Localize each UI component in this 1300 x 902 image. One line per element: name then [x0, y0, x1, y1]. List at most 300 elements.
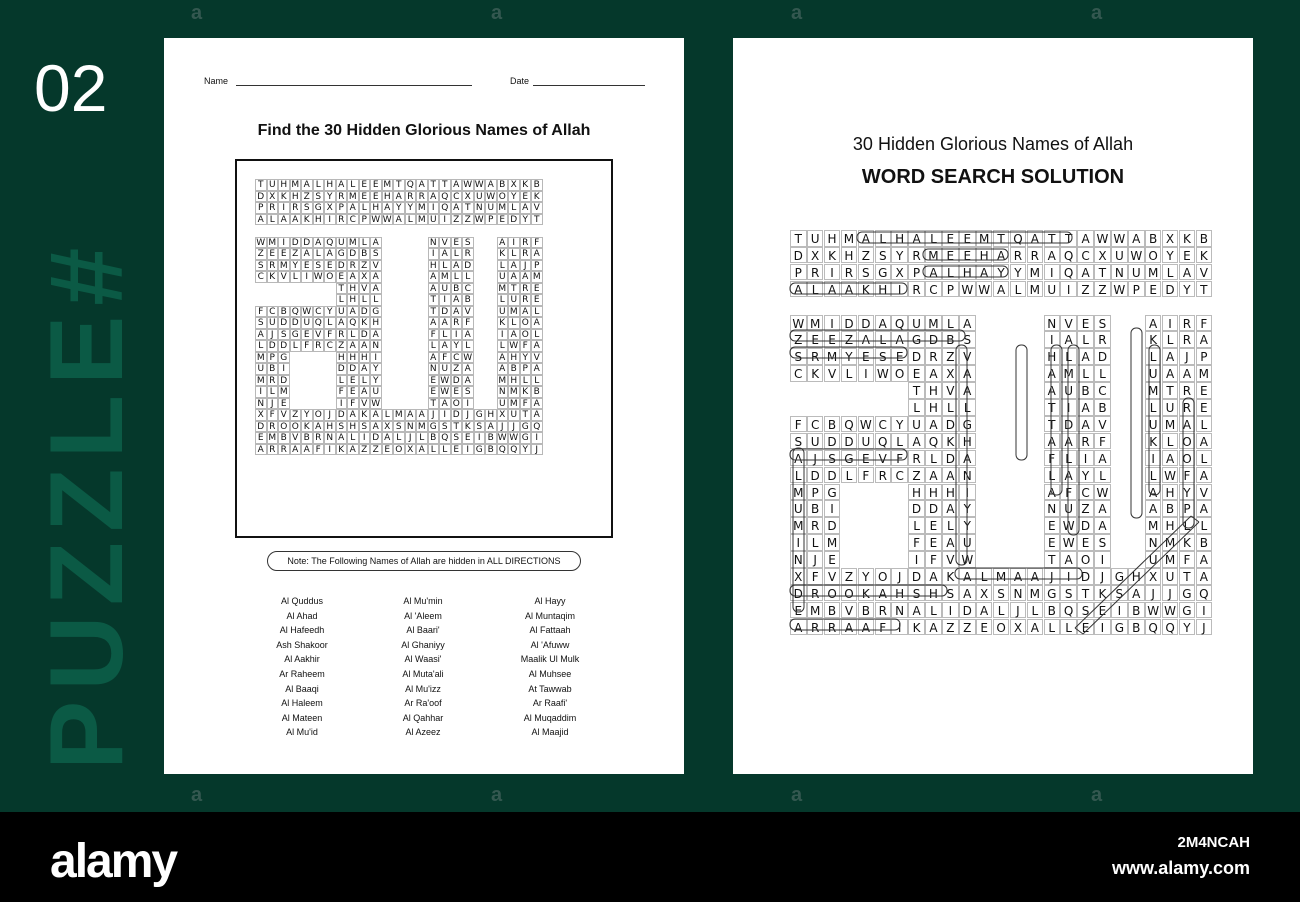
grid-cell[interactable]: A [993, 281, 1010, 298]
grid-cell[interactable]: V [1196, 484, 1213, 501]
grid-cell[interactable]: N [790, 551, 807, 568]
grid-cell[interactable]: N [428, 237, 440, 249]
grid-cell[interactable]: A [370, 237, 382, 249]
grid-cell[interactable]: B [359, 248, 371, 260]
grid-cell[interactable]: A [508, 271, 520, 283]
grid-cell[interactable]: K [1094, 585, 1111, 602]
name-line[interactable] [236, 85, 472, 86]
grid-cell[interactable]: D [824, 467, 841, 484]
grid-cell[interactable]: Y [1179, 281, 1196, 298]
grid-cell[interactable]: T [1044, 399, 1061, 416]
grid-cell[interactable]: H [841, 247, 858, 264]
grid-cell[interactable]: S [1094, 534, 1111, 551]
grid-cell[interactable]: A [370, 421, 382, 433]
grid-cell[interactable]: W [509, 341, 519, 351]
grid-cell[interactable]: L [1094, 467, 1111, 484]
grid-cell[interactable]: W [440, 375, 450, 386]
grid-cell[interactable]: A [790, 450, 807, 467]
grid-cell[interactable]: J [520, 260, 532, 272]
grid-cell[interactable]: E [790, 602, 807, 619]
grid-cell[interactable]: N [370, 340, 382, 352]
grid-cell[interactable]: B [278, 432, 290, 444]
grid-cell[interactable]: F [1094, 433, 1111, 450]
grid-cell[interactable]: E [267, 248, 279, 260]
grid-cell[interactable]: M [841, 230, 858, 247]
grid-cell[interactable]: U [508, 294, 520, 306]
grid-cell[interactable]: D [359, 306, 371, 318]
grid-cell[interactable]: M [1196, 365, 1213, 382]
grid-cell[interactable]: A [942, 500, 959, 517]
grid-cell[interactable]: K [1196, 247, 1213, 264]
grid-cell[interactable]: Z [959, 619, 976, 636]
grid-cell[interactable]: Q [497, 444, 509, 456]
grid-cell[interactable]: K [858, 585, 875, 602]
grid-cell[interactable]: S [790, 348, 807, 365]
grid-cell[interactable]: F [807, 568, 824, 585]
grid-cell[interactable]: Z [1077, 500, 1094, 517]
grid-cell[interactable]: I [942, 602, 959, 619]
grid-cell[interactable]: V [841, 602, 858, 619]
grid-cell[interactable]: K [942, 568, 959, 585]
grid-cell[interactable]: F [1196, 315, 1213, 332]
grid-cell[interactable]: A [301, 248, 313, 260]
grid-cell[interactable]: A [370, 409, 382, 421]
grid-cell[interactable]: D [278, 340, 290, 352]
grid-cell[interactable]: L [497, 260, 509, 272]
grid-cell[interactable]: L [841, 467, 858, 484]
grid-cell[interactable]: L [382, 409, 394, 421]
grid-cell[interactable]: G [1179, 585, 1196, 602]
grid-cell[interactable]: B [942, 331, 959, 348]
grid-cell[interactable]: L [891, 433, 908, 450]
grid-cell[interactable]: W [858, 416, 875, 433]
grid-cell[interactable]: D [462, 260, 474, 272]
grid-cell[interactable]: L [1060, 450, 1077, 467]
grid-cell[interactable]: X [1162, 230, 1179, 247]
grid-cell[interactable]: I [1044, 264, 1061, 281]
grid-cell[interactable]: A [1044, 433, 1061, 450]
grid-cell[interactable]: A [925, 264, 942, 281]
grid-cell[interactable]: A [531, 317, 543, 329]
grid-cell[interactable]: Y [520, 444, 532, 456]
grid-cell[interactable]: E [462, 432, 474, 444]
grid-cell[interactable]: O [1145, 247, 1162, 264]
grid-cell[interactable]: Z [1077, 281, 1094, 298]
grid-cell[interactable]: J [1044, 568, 1061, 585]
grid-cell[interactable]: A [451, 306, 463, 318]
grid-cell[interactable]: B [267, 363, 279, 375]
grid-cell[interactable]: L [925, 602, 942, 619]
grid-cell[interactable]: W [1060, 517, 1077, 534]
grid-cell[interactable]: G [520, 421, 532, 433]
grid-cell[interactable]: I [1111, 602, 1128, 619]
grid-cell[interactable]: A [497, 352, 509, 364]
grid-cell[interactable]: T [1044, 416, 1061, 433]
grid-cell[interactable]: A [858, 331, 875, 348]
grid-cell[interactable]: S [875, 348, 892, 365]
grid-cell[interactable]: W [371, 214, 381, 225]
grid-cell[interactable]: D [290, 237, 302, 249]
grid-cell[interactable]: A [324, 248, 336, 260]
grid-cell[interactable]: J [508, 421, 520, 433]
grid-cell[interactable]: M [1027, 264, 1044, 281]
grid-cell[interactable]: Q [290, 306, 302, 318]
grid-cell[interactable]: T [439, 179, 451, 191]
grid-cell[interactable]: M [532, 272, 541, 282]
grid-cell[interactable]: L [359, 294, 371, 306]
grid-cell[interactable]: A [1060, 467, 1077, 484]
grid-cell[interactable]: C [1077, 484, 1094, 501]
date-line[interactable] [533, 85, 645, 86]
grid-cell[interactable]: L [976, 568, 993, 585]
grid-cell[interactable]: V [1196, 264, 1213, 281]
grid-cell[interactable]: H [313, 214, 325, 226]
grid-cell[interactable]: A [451, 294, 463, 306]
grid-cell[interactable]: Z [301, 191, 313, 203]
grid-cell[interactable]: E [531, 294, 543, 306]
grid-cell[interactable]: R [1077, 433, 1094, 450]
grid-cell[interactable]: M [509, 387, 518, 397]
grid-cell[interactable]: W [1111, 281, 1128, 298]
grid-cell[interactable]: G [1179, 602, 1196, 619]
grid-cell[interactable]: L [267, 386, 279, 398]
grid-cell[interactable]: K [267, 271, 279, 283]
grid-cell[interactable]: M [993, 568, 1010, 585]
grid-cell[interactable]: A [875, 315, 892, 332]
grid-cell[interactable]: K [497, 317, 509, 329]
grid-cell[interactable]: L [790, 467, 807, 484]
grid-cell[interactable]: R [267, 260, 279, 272]
grid-cell[interactable]: R [1179, 399, 1196, 416]
grid-cell[interactable]: S [993, 585, 1010, 602]
grid-cell[interactable]: V [531, 352, 543, 364]
grid-cell[interactable]: E [908, 365, 925, 382]
grid-cell[interactable]: R [1179, 331, 1196, 348]
grid-cell[interactable]: A [1196, 551, 1213, 568]
grid-cell[interactable]: G [520, 432, 532, 444]
grid-cell[interactable]: A [451, 202, 463, 214]
grid-cell[interactable]: H [324, 179, 336, 191]
grid-cell[interactable]: A [313, 421, 325, 433]
grid-cell[interactable]: R [267, 375, 279, 387]
grid-cell[interactable]: V [359, 283, 371, 295]
grid-cell[interactable]: J [462, 409, 474, 421]
brand-logo[interactable]: alamy [50, 835, 177, 888]
grid-cell[interactable]: P [255, 202, 267, 214]
grid-cell[interactable]: D [790, 585, 807, 602]
grid-cell[interactable]: O [324, 271, 336, 283]
grid-cell[interactable]: K [359, 409, 371, 421]
grid-cell[interactable]: N [1111, 264, 1128, 281]
grid-cell[interactable]: U [485, 202, 497, 214]
grid-cell[interactable]: A [1162, 450, 1179, 467]
grid-cell[interactable]: E [959, 230, 976, 247]
grid-cell[interactable]: T [531, 214, 543, 226]
grid-cell[interactable]: V [942, 382, 959, 399]
grid-cell[interactable]: D [807, 467, 824, 484]
grid-cell[interactable]: R [313, 432, 325, 444]
grid-cell[interactable]: K [462, 421, 474, 433]
grid-cell[interactable]: E [428, 386, 440, 398]
grid-cell[interactable]: A [531, 398, 543, 410]
grid-cell[interactable]: H [891, 230, 908, 247]
grid-cell[interactable]: Y [1010, 264, 1027, 281]
grid-cell[interactable]: D [959, 602, 976, 619]
grid-cell[interactable]: A [1060, 331, 1077, 348]
grid-cell[interactable]: E [497, 214, 509, 226]
grid-cell[interactable]: A [520, 271, 532, 283]
grid-cell[interactable]: J [807, 551, 824, 568]
grid-cell[interactable]: B [1128, 602, 1145, 619]
grid-cell[interactable]: V [1094, 416, 1111, 433]
grid-cell[interactable]: M [417, 214, 426, 225]
grid-cell[interactable]: Z [841, 331, 858, 348]
grid-cell[interactable]: R [824, 619, 841, 636]
grid-cell[interactable]: D [370, 432, 382, 444]
grid-cell[interactable]: K [858, 281, 875, 298]
grid-cell[interactable]: A [451, 179, 463, 191]
grid-cell[interactable]: L [1044, 619, 1061, 636]
grid-cell[interactable]: K [359, 317, 371, 329]
grid-cell[interactable]: L [925, 450, 942, 467]
grid-cell[interactable]: R [267, 444, 279, 456]
grid-cell[interactable]: A [485, 179, 497, 191]
grid-cell[interactable]: S [336, 421, 348, 433]
grid-cell[interactable]: X [497, 409, 509, 421]
grid-cell[interactable]: P [942, 281, 959, 298]
grid-cell[interactable]: V [370, 260, 382, 272]
grid-cell[interactable]: S [790, 433, 807, 450]
grid-cell[interactable]: Q [1196, 585, 1213, 602]
grid-cell[interactable]: F [1044, 450, 1061, 467]
grid-cell[interactable]: M [498, 203, 507, 213]
grid-cell[interactable]: F [336, 386, 348, 398]
grid-cell[interactable]: M [1145, 382, 1162, 399]
grid-cell[interactable]: B [1044, 602, 1061, 619]
grid-cell[interactable]: R [451, 317, 463, 329]
grid-cell[interactable]: O [451, 398, 463, 410]
grid-cell[interactable]: Y [393, 202, 405, 214]
grid-cell[interactable]: D [841, 433, 858, 450]
grid-cell[interactable]: G [474, 409, 486, 421]
grid-cell[interactable]: U [474, 191, 486, 203]
grid-cell[interactable]: L [1162, 433, 1179, 450]
grid-cell[interactable]: N [1044, 315, 1061, 332]
grid-cell[interactable]: E [347, 386, 359, 398]
grid-cell[interactable]: E [824, 551, 841, 568]
grid-cell[interactable]: H [976, 247, 993, 264]
grid-cell[interactable]: Q [1145, 619, 1162, 636]
grid-cell[interactable]: I [1094, 551, 1111, 568]
grid-cell[interactable]: T [1077, 585, 1094, 602]
grid-cell[interactable]: Y [858, 568, 875, 585]
grid-cell[interactable]: J [405, 432, 417, 444]
grid-cell[interactable]: H [347, 294, 359, 306]
grid-cell[interactable]: A [959, 585, 976, 602]
grid-cell[interactable]: P [1196, 348, 1213, 365]
grid-cell[interactable]: S [462, 386, 474, 398]
grid-cell[interactable]: U [267, 317, 279, 329]
grid-cell[interactable]: E [1077, 315, 1094, 332]
grid-cell[interactable]: A [1196, 500, 1213, 517]
grid-cell[interactable]: C [451, 191, 463, 203]
grid-cell[interactable]: Q [1060, 247, 1077, 264]
grid-cell[interactable]: F [428, 329, 440, 341]
grid-cell[interactable]: E [1145, 281, 1162, 298]
grid-cell[interactable]: I [428, 248, 440, 260]
grid-cell[interactable]: C [925, 281, 942, 298]
grid-cell[interactable]: G [959, 416, 976, 433]
grid-cell[interactable]: C [807, 416, 824, 433]
grid-cell[interactable]: H [508, 375, 520, 387]
grid-cell[interactable]: E [824, 331, 841, 348]
grid-cell[interactable]: G [313, 202, 325, 214]
grid-cell[interactable]: Y [405, 202, 417, 214]
grid-cell[interactable]: L [1145, 467, 1162, 484]
grid-cell[interactable]: V [313, 329, 325, 341]
grid-cell[interactable]: M [1027, 281, 1044, 298]
grid-cell[interactable]: Y [891, 416, 908, 433]
grid-cell[interactable]: F [790, 416, 807, 433]
grid-cell[interactable]: A [301, 444, 313, 456]
grid-cell[interactable]: L [1162, 331, 1179, 348]
grid-cell[interactable]: C [1077, 247, 1094, 264]
grid-cell[interactable]: I [531, 432, 543, 444]
grid-cell[interactable]: M [498, 375, 507, 386]
grid-cell[interactable]: Q [439, 432, 451, 444]
grid-cell[interactable]: E [428, 375, 440, 387]
grid-cell[interactable]: X [1094, 247, 1111, 264]
grid-cell[interactable]: A [908, 602, 925, 619]
grid-cell[interactable]: U [959, 534, 976, 551]
grid-cell[interactable]: A [255, 214, 267, 226]
grid-cell[interactable]: A [370, 283, 382, 295]
grid-cell[interactable]: B [1128, 619, 1145, 636]
grid-cell[interactable]: R [1179, 315, 1196, 332]
grid-cell[interactable]: L [1094, 365, 1111, 382]
grid-cell[interactable]: S [1060, 585, 1077, 602]
grid-cell[interactable]: A [925, 467, 942, 484]
grid-cell[interactable]: D [942, 416, 959, 433]
grid-cell[interactable]: R [416, 191, 428, 203]
grid-cell[interactable]: E [520, 191, 532, 203]
grid-cell[interactable]: K [1179, 534, 1196, 551]
grid-cell[interactable]: A [336, 317, 348, 329]
grid-cell[interactable]: M [1162, 534, 1179, 551]
grid-cell[interactable]: I [451, 329, 463, 341]
grid-cell[interactable]: Y [301, 409, 313, 421]
grid-cell[interactable]: W [1145, 602, 1162, 619]
grid-cell[interactable]: H [347, 283, 359, 295]
grid-cell[interactable]: E [531, 283, 543, 295]
grid-cell[interactable]: I [474, 432, 486, 444]
grid-cell[interactable]: D [278, 375, 290, 387]
grid-cell[interactable]: A [976, 602, 993, 619]
grid-cell[interactable]: L [405, 214, 417, 226]
grid-cell[interactable]: D [1162, 281, 1179, 298]
grid-cell[interactable]: B [1077, 382, 1094, 399]
grid-cell[interactable]: O [824, 585, 841, 602]
grid-cell[interactable]: A [959, 568, 976, 585]
grid-cell[interactable]: J [1145, 585, 1162, 602]
grid-cell[interactable]: H [1162, 484, 1179, 501]
grid-cell[interactable]: I [255, 386, 267, 398]
grid-cell[interactable]: S [393, 421, 405, 433]
grid-cell[interactable]: U [336, 306, 348, 318]
grid-cell[interactable]: D [841, 315, 858, 332]
grid-cell[interactable]: N [959, 467, 976, 484]
grid-cell[interactable]: R [875, 602, 892, 619]
grid-cell[interactable]: T [393, 179, 405, 191]
grid-cell[interactable]: Y [520, 214, 532, 226]
grid-cell[interactable]: C [255, 271, 267, 283]
grid-cell[interactable]: E [301, 260, 313, 272]
grid-cell[interactable]: E [942, 230, 959, 247]
grid-cell[interactable]: Q [841, 416, 858, 433]
grid-cell[interactable]: R [520, 294, 532, 306]
grid-cell[interactable]: M [279, 260, 288, 271]
grid-cell[interactable]: M [268, 433, 277, 443]
grid-cell[interactable]: X [942, 365, 959, 382]
grid-cell[interactable]: A [1094, 450, 1111, 467]
grid-cell[interactable]: L [416, 432, 428, 444]
grid-cell[interactable]: L [393, 432, 405, 444]
grid-cell[interactable]: N [1010, 585, 1027, 602]
grid-cell[interactable]: B [428, 432, 440, 444]
grid-cell[interactable]: K [1179, 230, 1196, 247]
grid-cell[interactable]: D [347, 248, 359, 260]
grid-cell[interactable]: A [959, 382, 976, 399]
grid-cell[interactable]: Z [858, 247, 875, 264]
grid-cell[interactable]: A [790, 281, 807, 298]
grid-cell[interactable]: T [462, 202, 474, 214]
grid-cell[interactable]: L [497, 294, 509, 306]
grid-cell[interactable]: A [497, 363, 509, 375]
grid-cell[interactable]: W [256, 237, 266, 248]
grid-cell[interactable]: L [959, 399, 976, 416]
grid-cell[interactable]: X [462, 191, 474, 203]
grid-cell[interactable]: H [1162, 517, 1179, 534]
grid-cell[interactable]: M [256, 352, 265, 363]
grid-cell[interactable]: D [1077, 517, 1094, 534]
grid-cell[interactable]: T [1196, 281, 1213, 298]
grid-cell[interactable]: A [1010, 568, 1027, 585]
grid-cell[interactable]: E [370, 191, 382, 203]
grid-cell[interactable]: U [439, 363, 451, 375]
grid-cell[interactable]: J [1010, 602, 1027, 619]
grid-cell[interactable]: L [336, 375, 348, 387]
grid-cell[interactable]: T [993, 230, 1010, 247]
grid-cell[interactable]: I [908, 551, 925, 568]
grid-cell[interactable]: D [908, 568, 925, 585]
grid-cell[interactable]: B [278, 306, 290, 318]
grid-cell[interactable]: I [1060, 568, 1077, 585]
grid-cell[interactable]: R [807, 619, 824, 636]
grid-cell[interactable]: A [347, 444, 359, 456]
grid-cell[interactable]: B [497, 179, 509, 191]
grid-cell[interactable]: E [451, 444, 463, 456]
grid-cell[interactable]: N [405, 421, 417, 433]
grid-cell[interactable]: R [520, 248, 532, 260]
grid-cell[interactable]: V [290, 432, 302, 444]
grid-cell[interactable]: E [451, 237, 463, 249]
grid-cell[interactable]: L [1196, 416, 1213, 433]
grid-cell[interactable]: I [278, 237, 290, 249]
grid-cell[interactable]: Z [841, 568, 858, 585]
grid-cell[interactable]: U [497, 398, 509, 410]
grid-cell[interactable]: B [451, 283, 463, 295]
grid-cell[interactable]: D [290, 317, 302, 329]
